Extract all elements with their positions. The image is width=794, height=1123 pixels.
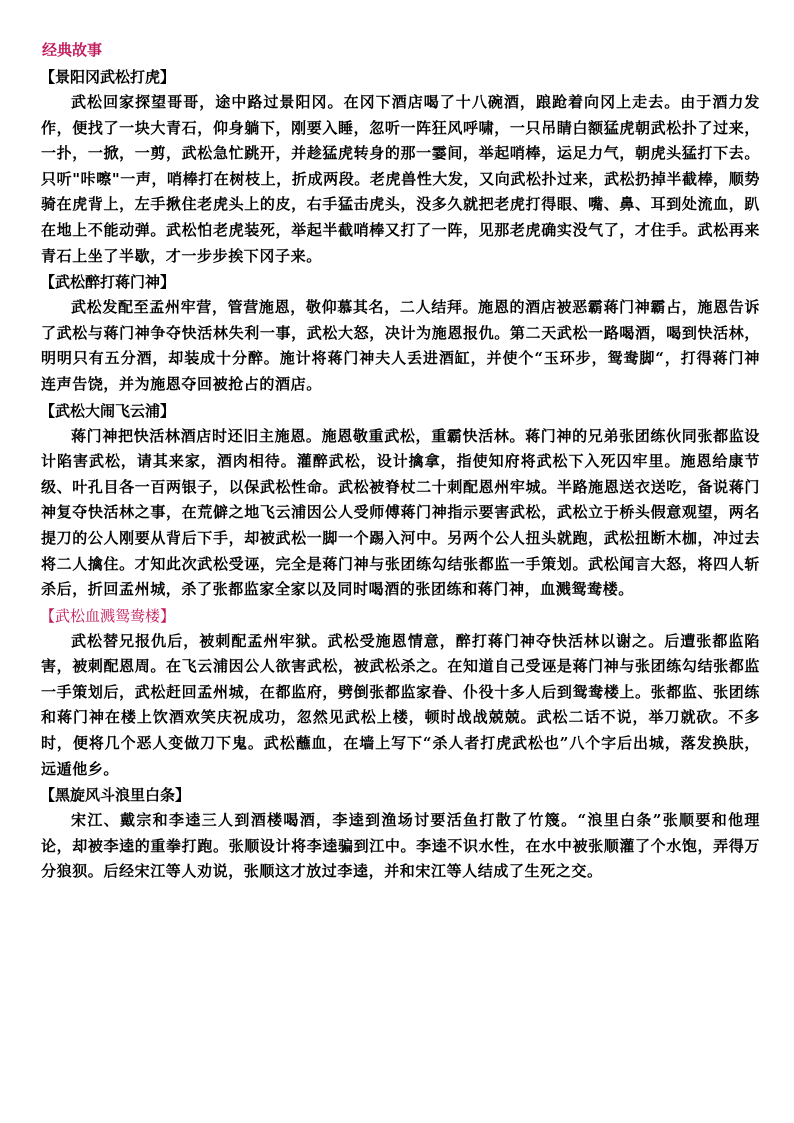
story-heading-drunk-fight: 【武松醉打蒋门神】 — [40, 273, 176, 292]
story-section-3 — [40, 398, 760, 603]
story-paragraph-feiyun-pu: 蒋门神把快活林酒店时还旧主施恩。施恩敬重武松，重霸快活林。蒋门神的兄弟张团练伙同张都监设计陷害武松，请其来家，酒肉相待。灌醉武松，设计擒拿，指使知府将武松下入死囚牢里。施恩给康节级、叶孔目各一百两银子，以保武松性命。武松被脊杖二十刺配恩州牢城。半路施恩送衣送吃，备说蒋门神复夺快活林之事，在荒僻之地飞云浦因公人受师傅蒋门神指示要害武松，武松立于桥头假意观望，两名提刀的公人刚要从背后下手，却被武松一脚一个踢入河中。另两个公人扭头就跑，武松扭断木枷，冲过去将二人擒住。才知此次武松受诬，完全是蒋门神与张团练勾结张都监一手策划。武松闻言大怒，将四人斩杀后，折回孟州城，杀了张都监家全家以及同时喝酒的张团练和蒋门神，血溅鸳鸯楼。 — [41, 426, 760, 599]
story-paragraph-black-whirlwind: 宋江、戴宗和李逵三人到酒楼喝酒，李逵到渔场讨要活鱼打散了竹篾。“浪里白条”张顺要和他理论，却被李逵的重拳打跑。张顺设计将李逵骗到江中。李逵不识水性，在水中被张顺灌了个水饱，弄得万分狼狈。后经宋江等人劝说，张顺这才放过李逵，并和宋江等人结成了生死之交。 — [41, 811, 760, 881]
page-title: 经典故事 — [42, 41, 103, 59]
story-paragraph-yuanyang-tower: 武松替兄报仇后，被刺配孟州牢狱。武松受施恩情意，醉打蒋门神夺快活林以谢之。后遭张都监陷害，被刺配恩周。在飞云浦因公人欲害武松，被武松杀之。在知道自己受诬是蒋门神与张团练勾结张都监一手策划后，武松赶回孟州城，在都监府，劈倒张都监家眷、仆役十多人后到鸳鸯楼上。张都监、张团练和蒋门神在楼上饮酒欢笑庆祝成功，忽然见武松上楼，顿时战战兢兢。武松二话不说，举刀就砍。不多时，便将几个恶人变做刀下鬼。武松蘸血，在墙上写下“杀人者打虎武松也”八个字后出城，落发换肤，远遁他乡。 — [41, 631, 760, 778]
story-heading-jingyang-ridge: 【景阳冈武松打虎】 — [40, 68, 176, 86]
story-section-4 — [40, 603, 760, 783]
story-section-5 — [40, 782, 760, 885]
story-heading-feiyun-pu: 【武松大闹飞云浦】 — [40, 401, 176, 420]
story-heading-black-whirlwind: 【黑旋风斗浪里白条】 — [40, 786, 191, 805]
story-paragraph-jingyang-ridge: 武松回家探望哥哥，途中路过景阳冈。在冈下酒店喝了十八碗酒，踉跄着向冈上走去。由于酒力发作，便找了一块大青石，仰身躺下，刚要入睡，忽听一阵狂风呼啸，一只吊睛白额猛虎朝武松扑了过来，一扑，一掀，一剪，武松急忙跳开，并趁猛虎转身的那一霎间，举起哨棒，运足力气，朝虎头猛打下去。只听"咔嚓"一声，哨棒打在树枝上，折成两段。老虎兽性大发，又向武松扑过来，武松扔掉半截棒，顺势骑在虎背上，左手揪住老虎头上的皮，右手猛击虎头，没多久就把老虎打得眼、嘴、鼻、耳到处流血，趴在地上不能动弹。武松怕老虎装死，举起半截哨棒又打了一阵，见那老虎确实没气了，才住手。武松再来青石上坐了半歇，才一步步挨下冈子来。 — [41, 93, 760, 265]
story-heading-yuanyang-tower: 【武松血溅鸳鸯楼】 — [40, 606, 176, 625]
story-section-2 — [40, 269, 760, 397]
document-page — [40, 38, 760, 885]
story-section-1 — [40, 64, 760, 269]
story-paragraph-drunk-fight: 武松发配至孟州牢营，管营施恩，敬仰慕其名，二人结拜。施恩的酒店被恶霸蒋门神霸占，施恩告诉了武松与蒋门神争夺快活林失利一事，武松大怒，决计为施恩报仇。第二天武松一路喝酒，喝到快活林，明明只有五分酒，却装成十分醉。施计将蒋门神夫人丢进酒缸，并使个“玉环步，鸳鸯脚“，打得蒋门神连声告饶，并为施恩夺回被抢占的酒店。 — [41, 298, 760, 393]
